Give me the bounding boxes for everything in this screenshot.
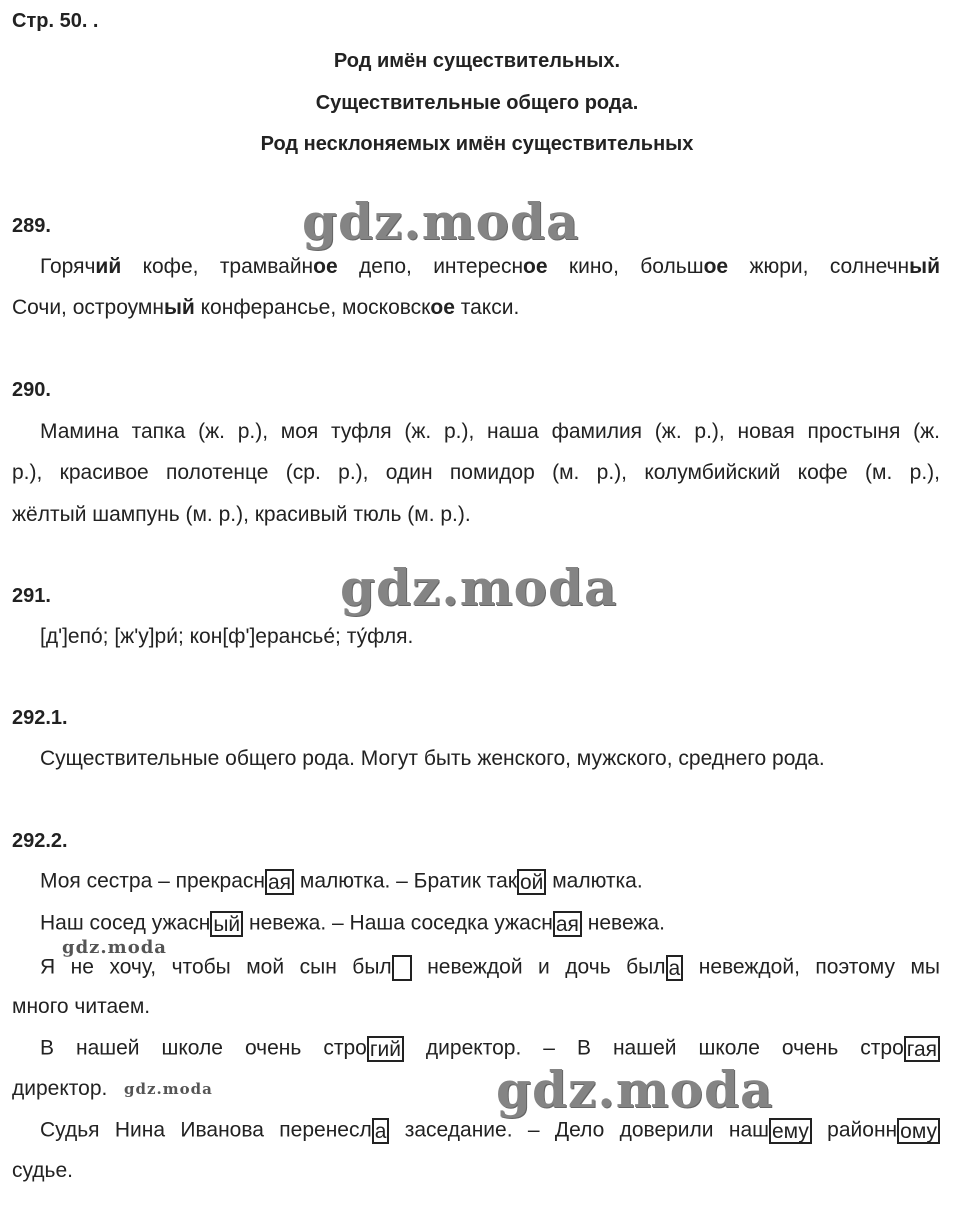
ex292-2-line-8: судье. [12, 1159, 74, 1182]
ex292-2-line-2: Наш сосед ужасн ый невежа. – Наша соседка ужасн ая невежа. [40, 911, 665, 936]
ex292-2-line-6: директор. [12, 1077, 108, 1100]
ex292-1-line-1: Существительные общего рода. Могут быть женского, мужского, среднего рода. [40, 747, 825, 770]
ending-box: ой [517, 869, 546, 895]
exercise-290-number: 290. [12, 379, 51, 401]
ending-box: ый [210, 911, 243, 937]
ex290-line-1: Мамина тапка (ж. р.), моя туфля (ж. р.), наша фамилия (ж. р.), новая простыня (ж. [40, 420, 940, 443]
page-number: Стр. 50. . [12, 10, 99, 32]
ex292-2-line-7: Судья Нина Иванова перенесл а заседание. – Дело доверили наш ему районн ому [40, 1118, 940, 1144]
ex291-line-1: [д']епо́; [ж'у]ри́; кон[ф']ерансье́; ту́фля. [40, 625, 414, 648]
ex289-line-2: Сочи, остроумный конферансье, московское такси. [12, 296, 520, 319]
ending-box: ему [769, 1118, 812, 1144]
watermark-4: gdz.moda [124, 1080, 213, 1098]
heading-2: Существительные общего рода. [315, 92, 639, 114]
watermark-1: gdz.moda [302, 192, 580, 251]
exercise-291-number: 291. [12, 585, 51, 607]
ending-box: а [372, 1118, 390, 1144]
ending-box: а [666, 955, 684, 981]
heading-3: Род несклоняемых имён существительных [260, 133, 694, 155]
exercise-289-number: 289. [12, 215, 51, 237]
ex292-2-line-5: В нашей школе очень стро гий директор. – В нашей школе очень стро гая [40, 1036, 940, 1062]
ending-box: ому [897, 1118, 940, 1144]
watermark-3: gdz.moda [62, 937, 167, 958]
exercise-292-1-number: 292.1. [12, 707, 68, 729]
ex292-2-line-1: Моя сестра – прекрасн ая малютка. – Братик так ой малютка. [40, 869, 643, 894]
exercise-292-2-number: 292.2. [12, 830, 68, 852]
ending-box: ая [553, 911, 582, 937]
ending-box: гий [367, 1036, 404, 1062]
ex292-2-line-4: много читаем. [12, 995, 151, 1018]
ex289-line-1: Горячий кофе, трамвайное депо, интересное кино, большое жюри, солнечный [40, 255, 940, 278]
ex290-line-3: жёлтый шампунь (м. р.), красивый тюль (м. р.). [12, 503, 471, 526]
ex292-2-line-3: Я не хочу, чтобы мой сын был невеждой и дочь был а невеждой, поэтому мы [40, 955, 940, 980]
watermark-2: gdz.moda [340, 558, 618, 617]
ending-box-empty [392, 955, 412, 981]
watermark-5: gdz.moda [496, 1060, 774, 1119]
ex290-line-2: р.), красивое полотенце (ср. р.), один помидор (м. р.), колумбийский кофе (м. р.), [12, 461, 940, 484]
ending-box: ая [265, 869, 294, 895]
ending-box: гая [904, 1036, 940, 1062]
heading-1: Род имён существительных. [333, 50, 621, 72]
